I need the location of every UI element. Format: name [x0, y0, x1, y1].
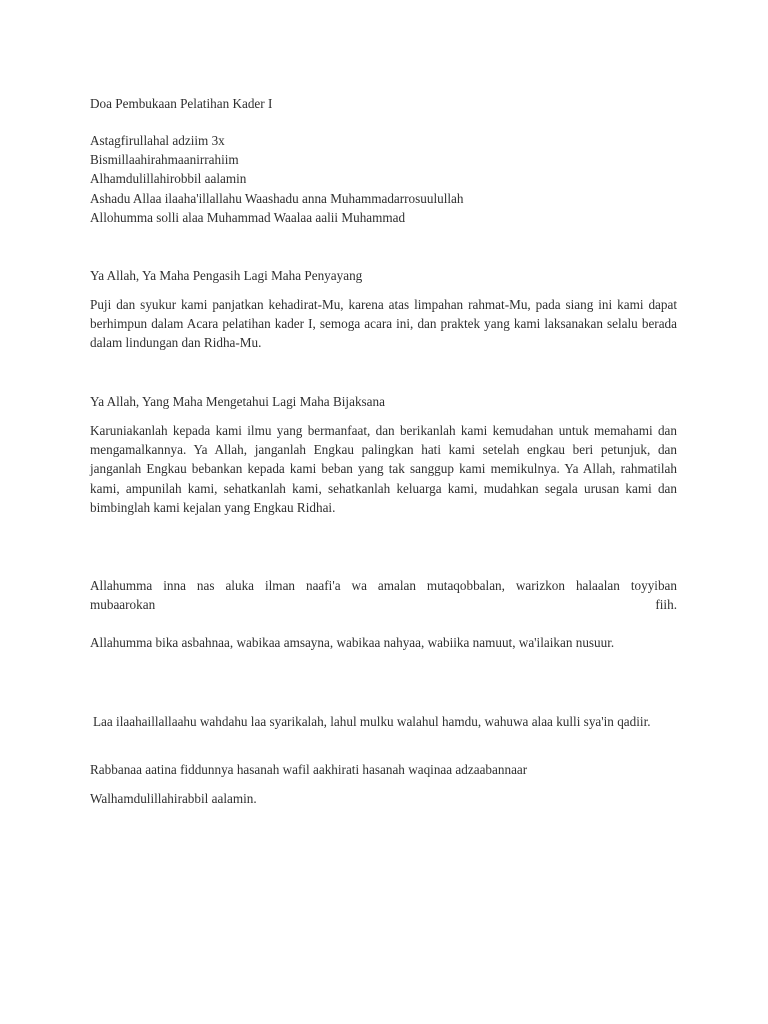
prayer1-line2-left: mubaarokan: [90, 597, 156, 613]
opening-line: Ashadu Allaa ilaaha'illallahu Waashadu anna Muhammadarrosuulullah: [90, 190, 464, 206]
prayer1: [90, 576, 677, 614]
prayer1-line1: Allahumma inna nas aluka ilman naafi'a wa amalan mutaqobbalan, warizkon halaalan toyyiban: [90, 578, 677, 593]
section2-heading: Ya Allah, Yang Maha Mengetahui Lagi Maha Bijaksana: [90, 394, 385, 409]
closing-line: Walhamdulillahirabbil aalamin.: [90, 791, 257, 806]
prayer4: Rabbanaa aatina fiddunnya hasanah wafil aakhirati hasanah waqinaa adzaabannaar: [90, 762, 528, 777]
prayer1-line2: [90, 595, 677, 614]
prayer1-line2-right: fiih.: [655, 597, 677, 613]
opening-line: Astagfirullahal adziim 3x: [90, 133, 225, 148]
opening-line: Alhamdulillahirobbil aalamin: [90, 171, 247, 187]
opening-line: Bismillaahirahmaanirrahiim: [90, 152, 239, 168]
opening-line: Allohumma solli alaa Muhammad Waalaa aalii Muhammad: [90, 209, 406, 225]
prayer2: Allahumma bika asbahnaa, wabikaa amsayna, wabikaa nahyaa, wabiika namuut, wa'ilaikan nusuur.: [90, 635, 615, 650]
section1-paragraph: Puji dan syukur kami panjatkan kehadirat-Mu, karena atas limpahan rahmat-Mu, pada siang ini kami dapat berhimpun dalam Acara pelatihan kader I, semoga acara ini, dan praktek yang kami laksanakan selalu berada dalam lindungan dan Ridha-Mu.: [90, 297, 677, 351]
section2-paragraph: Karuniakanlah kepada kami ilmu yang bermanfaat, dan berikanlah kami kemudahan untuk memahami dan mengamalkannya. Ya Allah, janganlah Engkau palingkan hati kami setelah engkau beri petunjuk, dan janganlah Engkau bebankan kepada kami beban yang tak sanggup kami memikulnya. Ya Allah, rahmatilah kami, ampunilah kami, sehatkanlah kami, sehatkanlah keluarga kami, mudahkan segala urusan kami dan bimbinglah kami kejalan yang Engkau Ridhai.: [90, 423, 677, 515]
opening-lines: [90, 131, 677, 227]
section1-heading: Ya Allah, Ya Maha Pengasih Lagi Maha Penyayang: [90, 268, 363, 283]
prayer3: Laa ilaahaillallaahu wahdahu laa syarikalah, lahul mulku walahul hamdu, wahuwa alaa kulli sya'in qadiir.: [93, 714, 651, 729]
document-title: Doa Pembukaan Pelatihan Kader I: [90, 96, 273, 111]
